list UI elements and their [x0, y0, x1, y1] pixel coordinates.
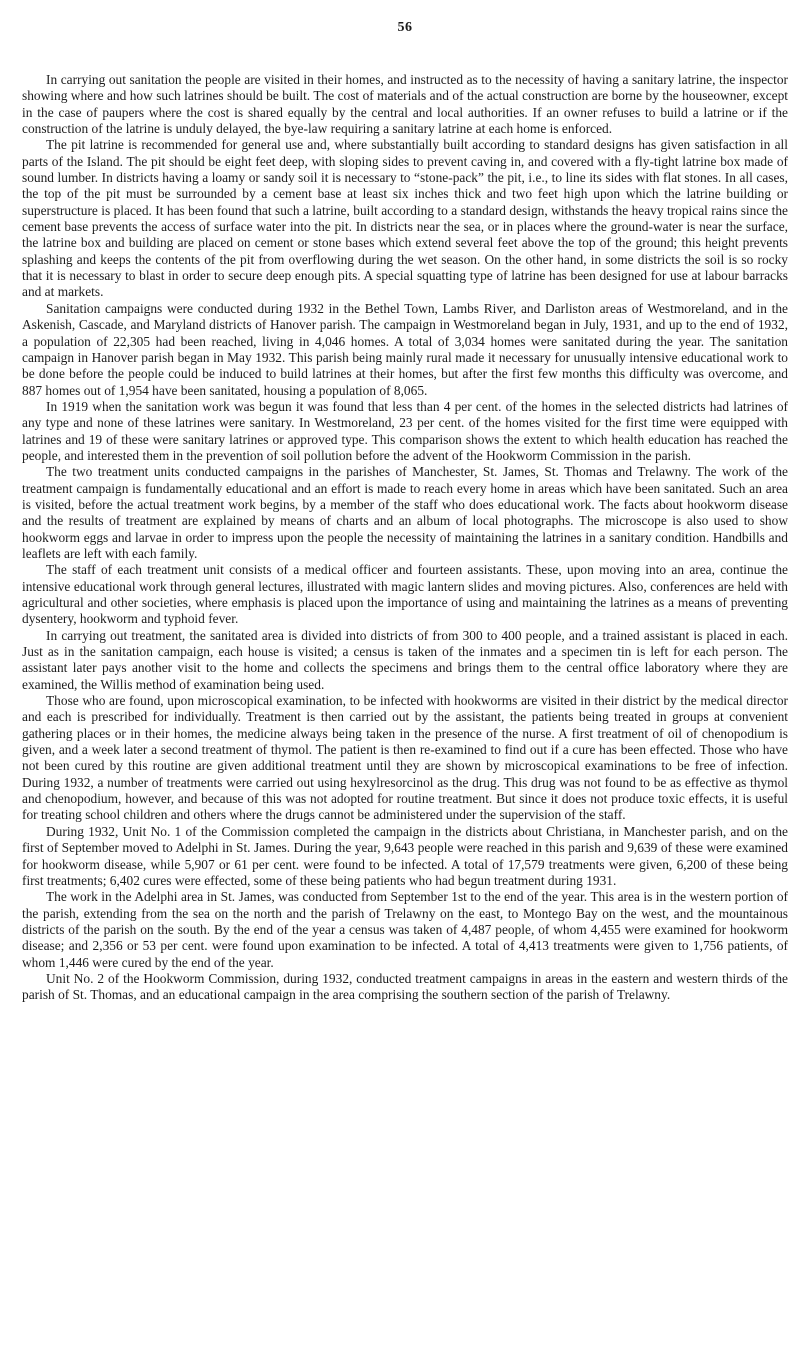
page-number: 56	[397, 20, 413, 35]
paragraph-unit-staff: The staff of each treatment unit consists of a medical officer and fourteen assistants. These, upon moving into an area, continue the intensive educational work through general lectures, illustrated with magic lantern slides and moving pictures. Also, conferences are held with agricultural and other societies, where emphasis is placed upon the importance of using and maintaining the latrines as a means of preventing dysentery, hookworm and typhoid fever.	[22, 562, 788, 627]
paragraph-treatment-census: In carrying out treatment, the sanitated area is divided into districts of from 300 to 400 people, and a trained assistant is placed in each. Just as in the sanitation campaign, each house is visited; a census is taken of the inmates and a specimen tin is left for each person. The assistant later pays another visit to the home and collects the specimens and brings them to the central office laboratory where they are examined, the Willis method of examination being used.	[22, 627, 788, 692]
paragraph-unit-1-manchester: During 1932, Unit No. 1 of the Commission completed the campaign in the districts about Christiana, in Manchester parish, and on the first of September moved to Adelphi in St. James. During the year, 9,643 people were reached in this parish and 9,639 of these were examined for hookworm disease, while 5,907 or 61 per cent. were found to be infected. A total of 17,579 treatments were given, 6,200 of these being first treatments; 6,402 cures were effected, some of these being patients who had begun treatment during 1931.	[22, 823, 788, 888]
paragraph-treatment-units: The two treatment units conducted campaigns in the parishes of Manchester, St. James, St. Thomas and Trelawny. The work of the treatment campaign is fundamentally educational and an effort is made to reach every home in areas which have been sanitated. Such an area is visited, before the actual treatment work begins, by a member of the staff who does educational work. The facts about hookworm disease and the results of treatment are explained by means of charts and an album of local photographs. The microscope is also used to show hookworm eggs and larvae in order to impress upon the people the necessity of maintaining the latrines in a sanitary condition. Handbills and leaflets are left with each family.	[22, 464, 788, 561]
paragraph-treatment-procedure: Those who are found, upon microscopical examination, to be infected with hookworms are visited in their district by the medical director and each is prescribed for individually. Treatment is then carried out by the assistant, the patients being treated in groups at convenient gathering places or in their homes, the medicine always being taken in the presence of the nurse. A first treatment of oil of chenopodium is given, and a week later a second treatment of thymol. The patient is then re-examined to find out if a cure has been effected. Those who have not been cured by this routine are given additional treatment until they are shown by microscopical examinations to be free of infection. During 1932, a number of treatments were carried out using hexylresorcinol as the drug. This drug was not found to be as effective as thymol and chenopodium, however, and because of this was not adopted for routine treatment. But since it does not produce toxic effects, it is useful for treating school children and others where the drugs cannot be administered under the supervision of the staff.	[22, 693, 788, 823]
paragraph-1919-comparison: In 1919 when the sanitation work was begun it was found that less than 4 per cent. of the homes in the selected districts had latrines of any type and none of these latrines were sanitary. In Westmoreland, 23 per cent. of the homes visited for the first time were equipped with latrines and 19 of these were sanitary latrines or approved type. This comparison shows the extent to which health education has reached the people, and interested them in the prevention of soil pollution before the advent of the Hookworm Commission in the parish.	[22, 398, 788, 463]
paragraph-adelphi-area: The work in the Adelphi area in St. James, was conducted from September 1st to the end of the year. This area is in the western portion of the parish, extending from the sea on the north and the parish of Trelawny on the east, to Montego Bay on the west, and the mountainous districts of the parish on the south. By the end of the year a census was taken of 4,487 people, of whom 4,455 were examined for hookworm disease; and 2,356 or 53 per cent. were found upon examination to be infected. A total of 4,413 treatments were given to 1,756 patients, of whom 1,446 were cured by the end of the year.	[22, 889, 788, 970]
paragraph-sanitation-campaigns: Sanitation campaigns were conducted during 1932 in the Bethel Town, Lambs River, and Darliston areas of Westmoreland, and in the Askenish, Cascade, and Maryland districts of Hanover parish. The campaign in Westmoreland began in July, 1931, and up to the end of 1932, a population of 22,305 had been reached, living in 4,046 homes. A total of 3,034 homes were sanitated during the year. The sanitation campaign in Hanover parish began in May 1932. This parish being mainly rural made it necessary for unusually intensive educational work to be done before the people could be induced to build latrines at their homes, but after the first few months this difficulty was overcome, and 887 homes out of 1,954 have been sanitated, housing a population of 8,065.	[22, 300, 788, 398]
paragraph-pit-latrine: The pit latrine is recommended for general use and, where substantially built according to standard designs has given satisfaction in all parts of the Island. The pit should be eight feet deep, with sloping sides to prevent caving in, and covered with a fly-tight latrine box made of sound lumber. In districts having a loamy or sandy soil it is necessary to “stone-pack” the pit, i.e., to line its sides with flat stones. In all cases, the top of the pit must be surrounded by a cement base at least six inches thick and two feet high upon which the latrine building or superstructure is placed. It has been found that such a latrine, built according to a standard design, withstands the heavy tropical rains since the cement base prevents the access of surface water into the pit. In districts near the sea, or in places where the ground-water is near the surface, the latrine box and building are placed on cement or stone bases which extend several feet above the top of the ground; this height prevents splashing and keeps the contents of the pit from overflowing during the wet season. On the other hand, in some districts the soil is so rocky that it is necessary to blast in order to secure deep enough pits. A special squatting type of latrine has been designed for use at labour barracks and at markets.	[22, 137, 788, 300]
document-page	[22, 20, 788, 1004]
paragraph-sanitation-visits: In carrying out sanitation the people are visited in their homes, and instructed as to the necessity of having a sanitary latrine, the inspector showing where and how such latrines should be built. The cost of materials and of the actual construction are borne by the houseowner, except in the case of paupers where the cost is shared equally by the central and local authorities. If an owner refuses to build a latrine or if the construction of the latrine is unduly delayed, the bye-law requiring a sanitary latrine at each home is enforced.	[22, 72, 788, 137]
paragraph-unit-2: Unit No. 2 of the Hookworm Commission, during 1932, conducted treatment campaigns in areas in the eastern and western thirds of the parish of St. Thomas, and an educational campaign in the area comprising the southern section of the parish of Trelawny.	[22, 970, 788, 1003]
